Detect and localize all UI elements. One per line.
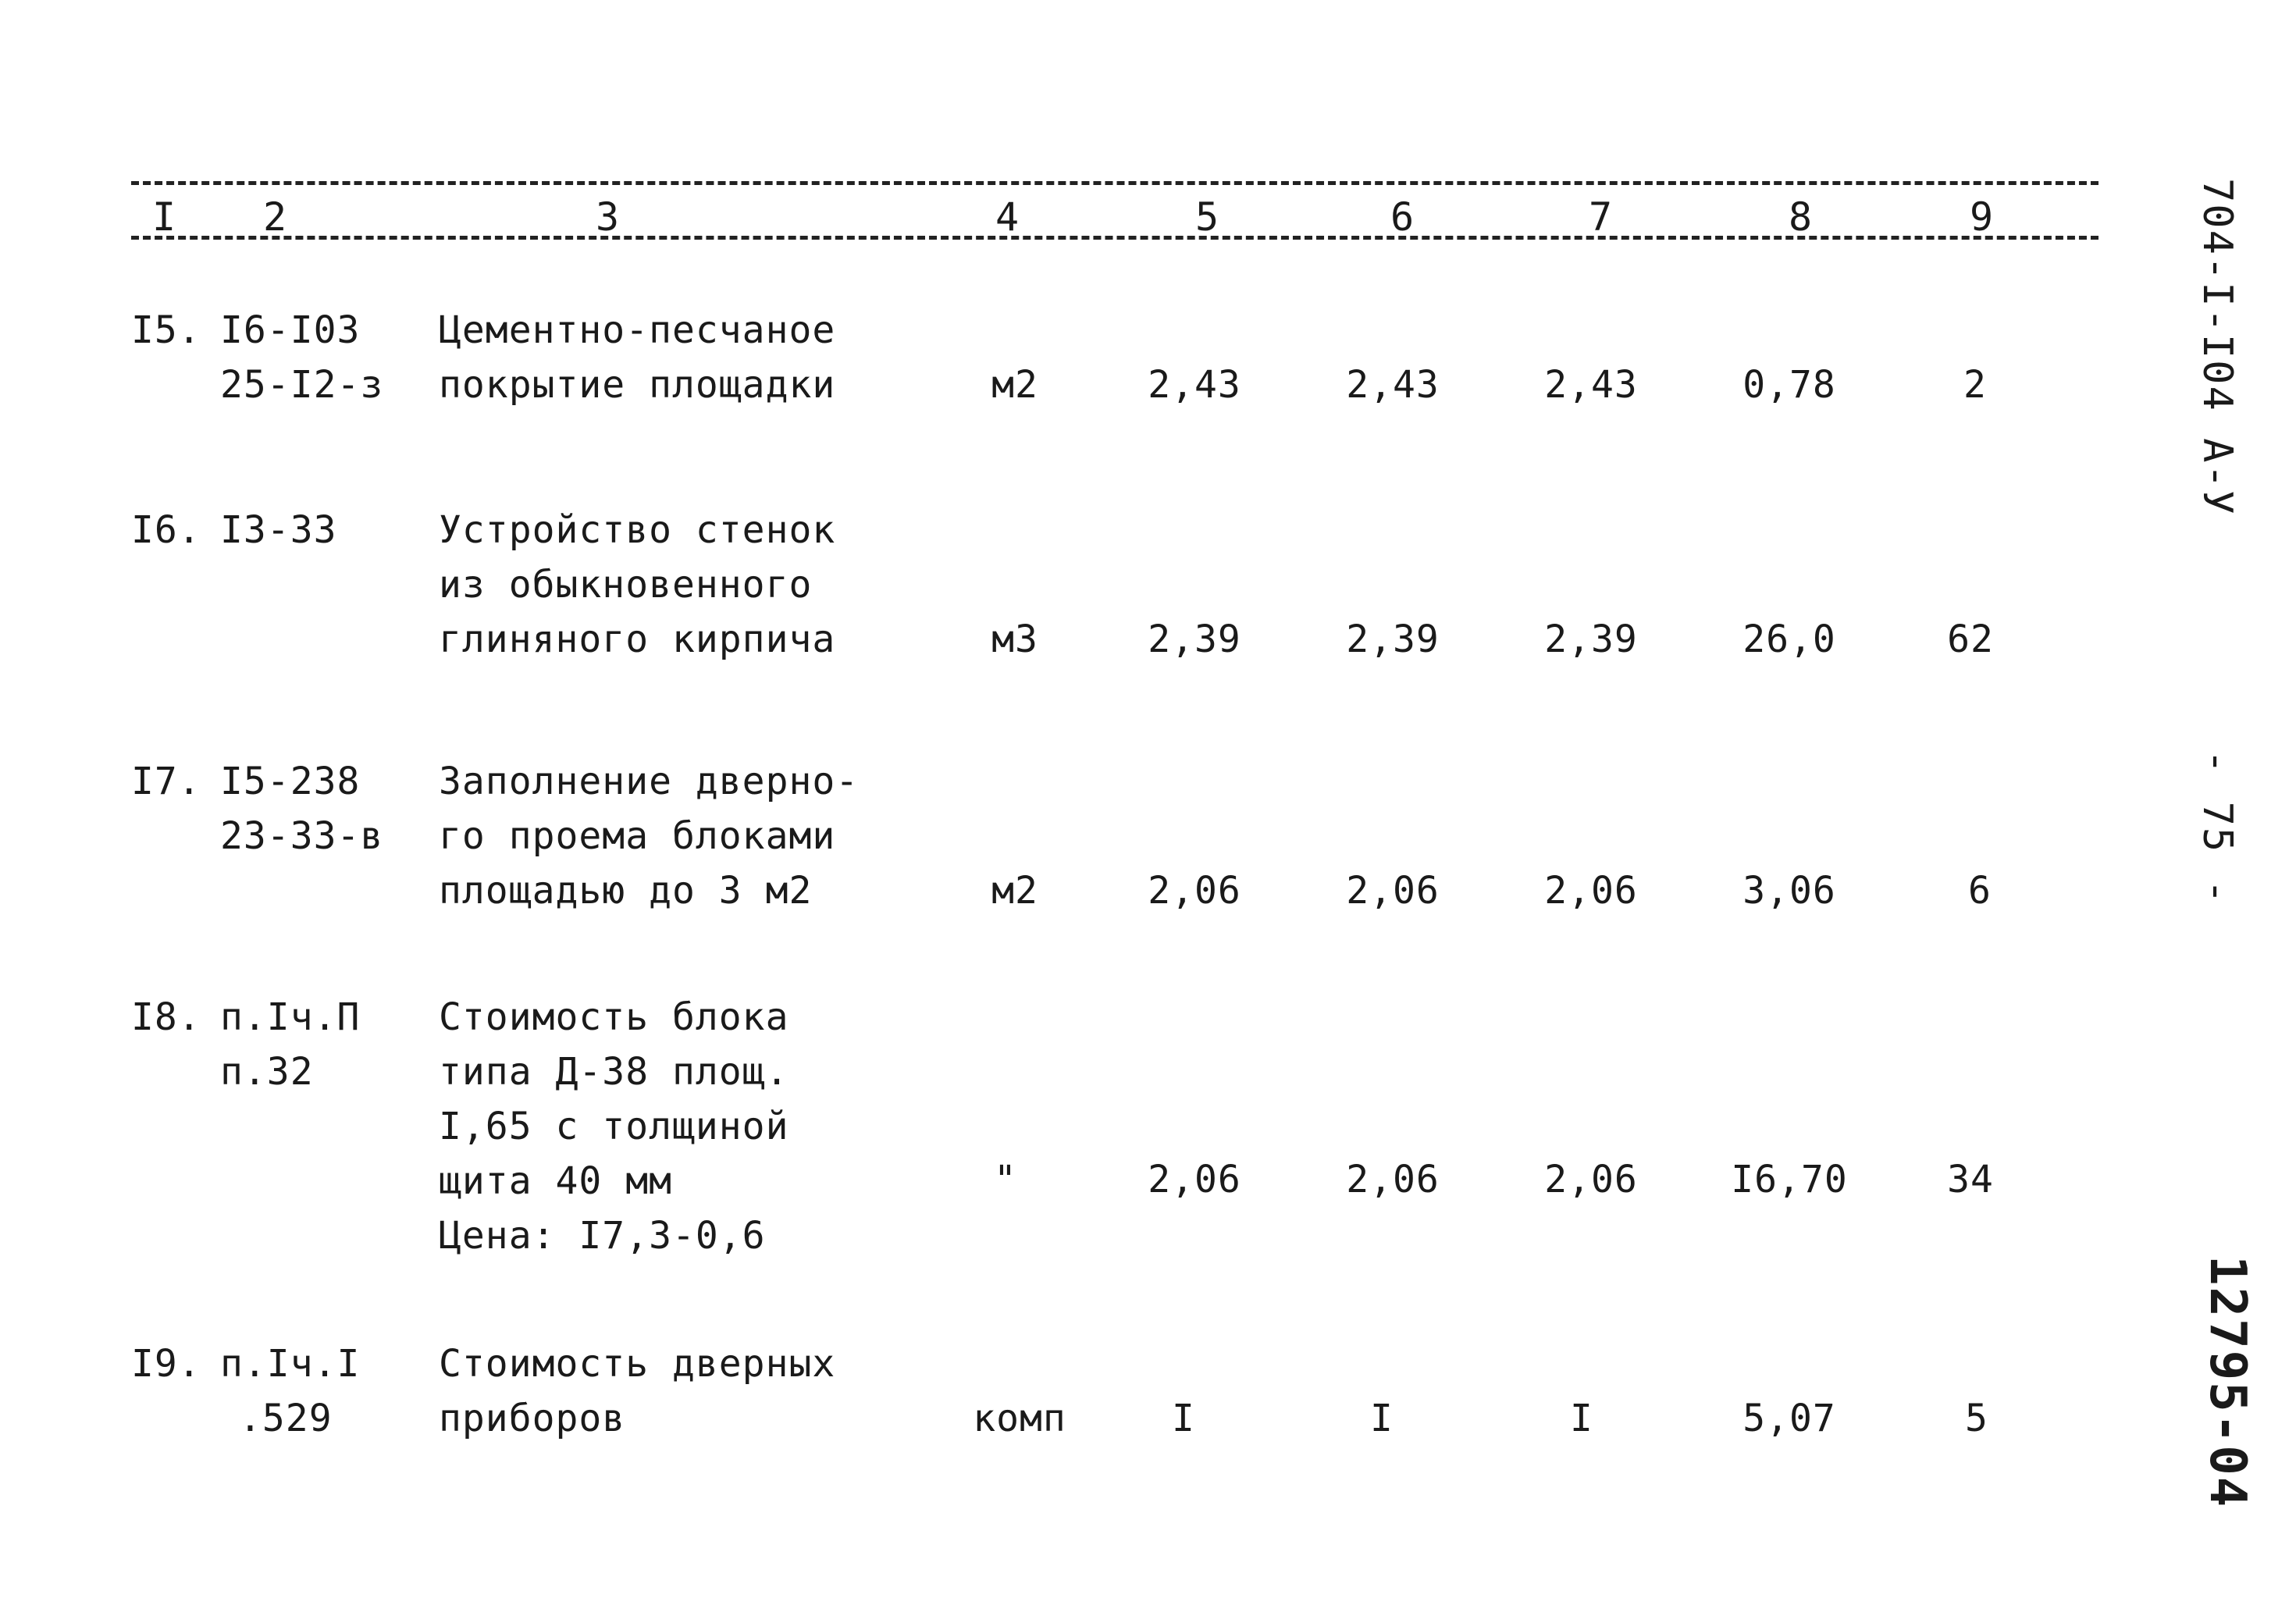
header-col-5: 5 — [1194, 194, 1219, 240]
row-code-line: I3-33 — [220, 508, 337, 552]
row-col-8: 5,07 — [1742, 1397, 1836, 1440]
row-col-5: I — [1172, 1397, 1195, 1440]
header-col-4: 4 — [995, 194, 1020, 240]
row-description-line: I,65 с толщиной — [439, 1105, 789, 1148]
row-col-5: 2,39 — [1148, 618, 1241, 661]
row-code-line: п.32 — [220, 1050, 314, 1094]
header-top-rule — [131, 181, 2098, 185]
row-description-line: покрытие площадки — [439, 363, 836, 407]
row-col-7: 2,39 — [1544, 618, 1638, 661]
row-description-line: Стоимость блока — [439, 995, 789, 1039]
row-number: I6. — [131, 508, 201, 552]
row-col-9: 5 — [1965, 1397, 1988, 1440]
row-code-line: .529 — [239, 1397, 333, 1440]
row-number: I9. — [131, 1342, 201, 1386]
row-col-9: 62 — [1947, 618, 1994, 661]
row-description-line: глиняного кирпича — [439, 618, 836, 661]
header-col-3: 3 — [595, 194, 620, 240]
row-code-line: п.Iч.П — [220, 995, 361, 1039]
row-col-6: 2,43 — [1346, 363, 1440, 407]
row-description-line: площадью до 3 м2 — [439, 869, 813, 913]
row-description-line: Цена: I7,3-0,6 — [439, 1214, 766, 1258]
row-description-line: типа Д-38 площ. — [439, 1050, 789, 1094]
row-col-8: 0,78 — [1742, 363, 1836, 407]
row-col-6: I — [1370, 1397, 1394, 1440]
row-code-line: I5-238 — [220, 760, 361, 803]
row-col-6: 2,06 — [1346, 869, 1440, 913]
row-col-6: 2,39 — [1346, 618, 1440, 661]
row-col-5: 2,06 — [1148, 869, 1241, 913]
inventory-number: 12795-04 — [2198, 1255, 2256, 1509]
row-description-line: Цементно-песчаное — [439, 308, 836, 352]
row-description-line: го проема блоками — [439, 814, 836, 858]
row-unit: м3 — [991, 618, 1038, 661]
row-description-line: Заполнение дверно- — [439, 760, 860, 803]
row-unit: комп — [973, 1397, 1066, 1440]
row-col-8: 26,0 — [1742, 618, 1836, 661]
document-code: 704-I-I04 А-У — [2194, 178, 2241, 516]
row-description-line: Устройство стенок — [439, 508, 836, 552]
header-col-7: 7 — [1588, 194, 1613, 240]
row-col-9: 6 — [1968, 869, 1992, 913]
header-col-1: I — [151, 194, 176, 240]
row-unit: м2 — [991, 869, 1038, 913]
row-col-5: 2,43 — [1148, 363, 1241, 407]
header-col-6: 6 — [1390, 194, 1415, 240]
header-col-8: 8 — [1788, 194, 1813, 240]
row-unit: " — [994, 1158, 1017, 1201]
row-col-7: I — [1570, 1397, 1593, 1440]
row-col-8: 3,06 — [1742, 869, 1836, 913]
row-description-line: щита 40 мм — [439, 1159, 672, 1203]
row-col-7: 2,43 — [1544, 363, 1638, 407]
row-col-7: 2,06 — [1544, 1158, 1638, 1201]
row-col-7: 2,06 — [1544, 869, 1638, 913]
row-code-line: I6-I03 — [220, 308, 361, 352]
row-unit: м2 — [991, 363, 1038, 407]
row-number: I7. — [131, 760, 201, 803]
row-description-line: Стоимость дверных — [439, 1342, 836, 1386]
row-col-6: 2,06 — [1346, 1158, 1440, 1201]
page-number: - 75 - — [2194, 749, 2241, 906]
row-number: I8. — [131, 995, 201, 1039]
row-col-9: 34 — [1947, 1158, 1994, 1201]
row-code-line: п.Iч.I — [220, 1342, 361, 1386]
row-number: I5. — [131, 308, 201, 352]
row-col-8: I6,70 — [1731, 1158, 1848, 1201]
header-col-2: 2 — [262, 194, 287, 240]
row-description-line: приборов — [439, 1397, 626, 1440]
header-col-9: 9 — [1969, 194, 1994, 240]
row-description-line: из обыкновенного — [439, 563, 813, 607]
row-col-5: 2,06 — [1148, 1158, 1241, 1201]
row-col-9: 2 — [1963, 363, 1987, 407]
row-code-line: 23-33-в — [220, 814, 384, 858]
row-code-line: 25-I2-з — [220, 363, 384, 407]
